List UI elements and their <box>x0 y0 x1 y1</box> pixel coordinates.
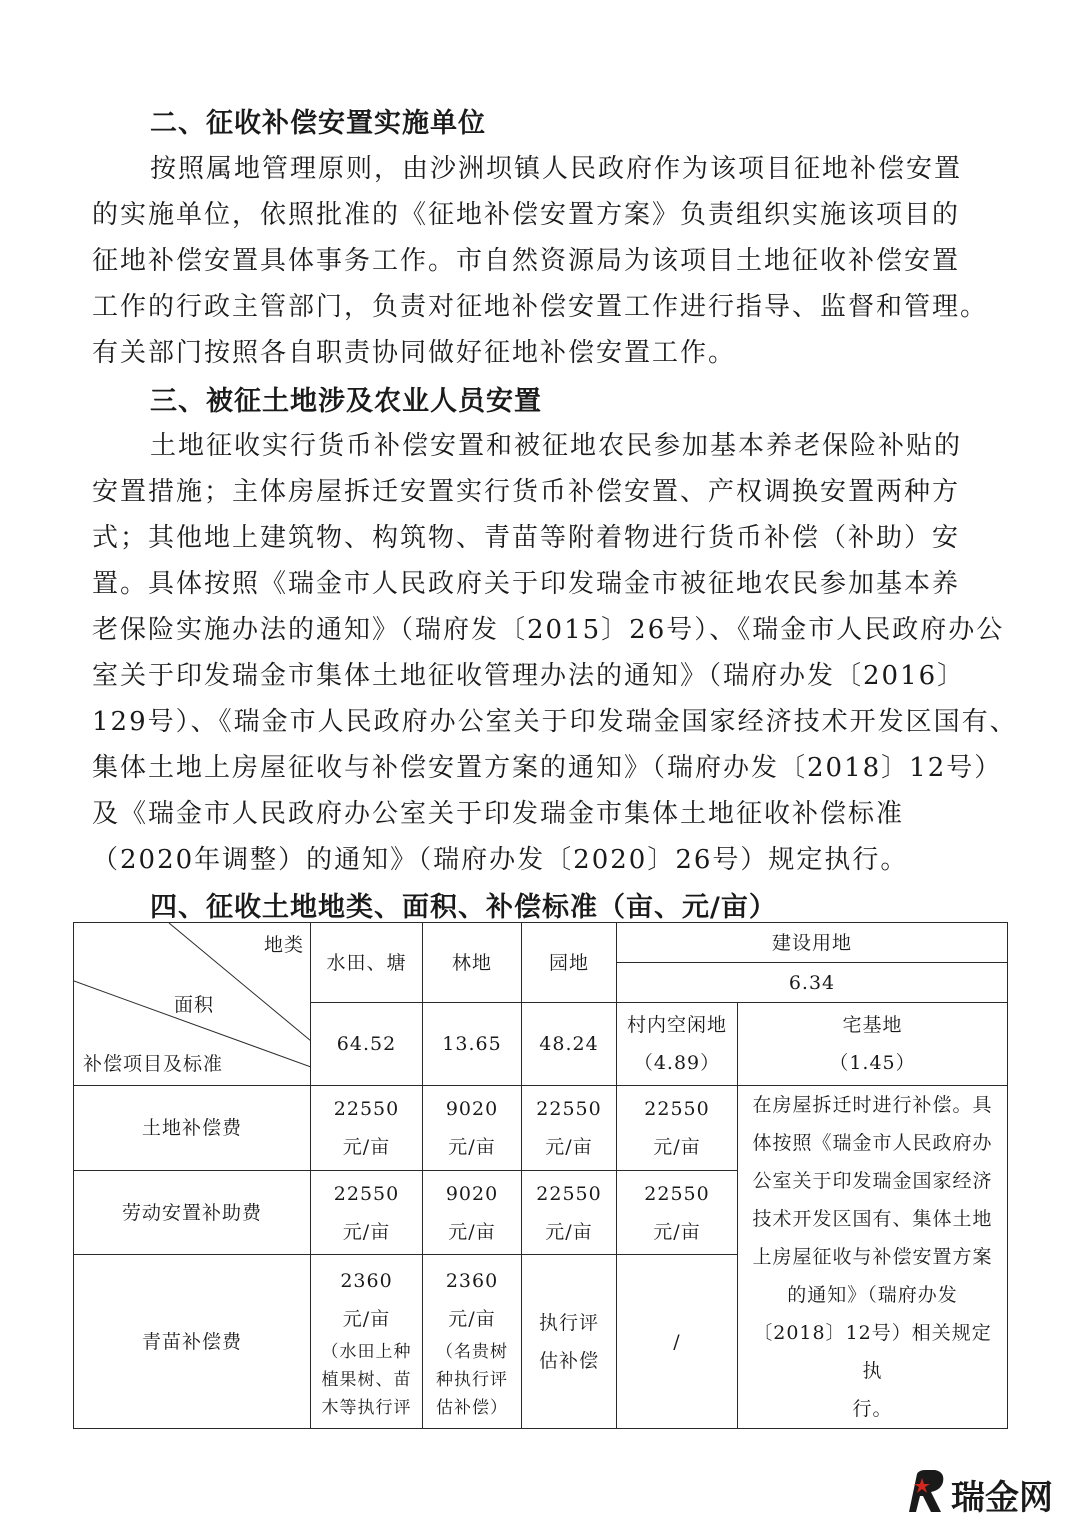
unit: 元/亩 <box>545 1220 593 1243</box>
value: 22550 <box>644 1097 710 1120</box>
homestead-area: （1.45） <box>829 1052 916 1075</box>
logo-text: 瑞金网 <box>951 1478 1053 1518</box>
diagonal-header-cell <box>74 923 311 1086</box>
diag-label-items: 补偿项目及标准 <box>83 1053 224 1075</box>
area-garden: 48.24 <box>522 1003 617 1086</box>
row-label: 青苗补偿费 <box>74 1255 311 1429</box>
col-header-forest: 林地 <box>423 923 522 1003</box>
note-line: 上房屋征收与补偿安置方案 <box>752 1246 993 1268</box>
cell-garden <box>522 1086 617 1171</box>
ruijin-logo[interactable] <box>903 1468 1063 1516</box>
area-forest: 13.65 <box>423 1003 522 1086</box>
idle-area: （4.89） <box>633 1052 721 1075</box>
row-label: 土地补偿费 <box>74 1086 311 1171</box>
paragraph-line: 集体土地上房屋征收与补偿安置方案的通知》（瑞府办发〔2018〕12号） <box>92 753 1003 783</box>
homestead-note-cell <box>738 1086 1008 1429</box>
section-heading-3: 三、被征土地涉及农业人员安置 <box>150 386 542 417</box>
unit: 元/亩 <box>545 1135 593 1158</box>
note-line: 技术开发区国有、集体土地 <box>752 1208 993 1230</box>
cell-paddy <box>311 1170 423 1255</box>
paragraph-line: 室关于印发瑞金市集体土地征收管理办法的通知》（瑞府办发〔2016〕 <box>92 661 966 691</box>
value: 2360 <box>340 1269 393 1292</box>
unit: 元/亩 <box>448 1135 496 1158</box>
value: 2360 <box>445 1269 499 1292</box>
cell-forest <box>423 1255 522 1429</box>
cell-garden <box>522 1170 617 1255</box>
ruijin-logo-icon <box>903 1468 947 1516</box>
note: 种执行评 <box>436 1369 508 1390</box>
note-line: 体按照《瑞金市人民政府办 <box>752 1132 993 1154</box>
cell-garden <box>522 1255 617 1429</box>
area-paddy: 64.52 <box>311 1003 423 1086</box>
cell-idle <box>617 1086 738 1171</box>
paragraph-line: 土地征收实行货币补偿安置和被征地农民参加基本养老保险补贴的 <box>150 431 963 461</box>
cell-idle <box>617 1170 738 1255</box>
note: 估补偿） <box>436 1397 508 1418</box>
note: 估补偿 <box>538 1349 599 1372</box>
col-header-paddy: 水田、塘 <box>311 923 423 1003</box>
paragraph-line: 及《瑞金市人民政府办公室关于印发瑞金市集体土地征收补偿标准 <box>92 799 905 829</box>
value: 22550 <box>536 1097 602 1120</box>
cell-forest <box>423 1086 522 1171</box>
paragraph-line: 的实施单位，依照批准的《征地补偿安置方案》负责组织实施该项目的 <box>92 200 961 230</box>
paragraph-line: 有关部门按照各自职责协同做好征地补偿安置工作。 <box>92 338 737 368</box>
note: （名贵树 <box>436 1341 508 1362</box>
paragraph-line: 式；其他地上建筑物、构筑物、青苗等附着物进行货币补偿（补助）安 <box>92 523 961 553</box>
note-line: 在房屋拆迁时进行补偿。具 <box>752 1094 993 1116</box>
paragraph-line: 按照属地管理原则，由沙洲坝镇人民政府作为该项目征地补偿安置 <box>150 154 963 184</box>
note: 植果树、苗 <box>321 1369 412 1390</box>
diag-label-area: 面积 <box>174 994 215 1016</box>
value: 22550 <box>536 1182 602 1205</box>
note: 执行评 <box>538 1311 599 1334</box>
cell-forest <box>423 1170 522 1255</box>
cell-idle: / <box>617 1255 738 1429</box>
paragraph-line: 安置措施；主体房屋拆迁安置实行货币补偿安置、产权调换安置两种方 <box>92 477 961 507</box>
note-line: 的通知》（瑞府办发 <box>787 1284 958 1306</box>
paragraph-line: 征地补偿安置具体事务工作。市自然资源局为该项目土地征收补偿安置 <box>92 246 961 276</box>
col-header-garden: 园地 <box>522 923 617 1003</box>
unit: 元/亩 <box>653 1220 701 1243</box>
note: 木等执行评 <box>321 1397 412 1418</box>
value: 22550 <box>333 1097 400 1120</box>
col-header-idle: 村内空闲地 <box>626 1014 727 1037</box>
cell-paddy <box>311 1255 423 1429</box>
diag-label-land-type: 地类 <box>263 934 304 956</box>
paragraph-line: 老保险实施办法的通知》（瑞府发〔2015〕26号）、《瑞金市人民政府办公 <box>92 615 1005 645</box>
value: 9020 <box>445 1182 499 1205</box>
table-row <box>74 1086 1008 1171</box>
note-line: 行。 <box>852 1398 893 1420</box>
note-line: 公室关于印发瑞金国家经济 <box>752 1170 993 1192</box>
paragraph-line: （2020年调整）的通知》（瑞府办发〔2020〕26号）规定执行。 <box>92 845 909 875</box>
row-label: 劳动安置补助费 <box>74 1170 311 1255</box>
section-heading-2: 二、征收补偿安置实施单位 <box>150 108 486 139</box>
unit: 元/亩 <box>342 1220 391 1243</box>
unit: 元/亩 <box>342 1135 391 1158</box>
value: 22550 <box>644 1182 710 1205</box>
compensation-table <box>73 922 1008 1429</box>
unit: 元/亩 <box>448 1220 496 1243</box>
section-heading-4: 四、征收土地地类、面积、补偿标准（亩、元/亩） <box>150 892 777 923</box>
paragraph-line: 工作的行政主管部门，负责对征地补偿安置工作进行指导、监督和管理。 <box>92 292 989 322</box>
unit: 元/亩 <box>448 1307 496 1330</box>
note: （水田上种 <box>321 1341 412 1362</box>
idle-land-cell <box>617 1003 738 1086</box>
construction-area: 6.34 <box>617 963 1008 1003</box>
value: 22550 <box>333 1182 400 1205</box>
unit: 元/亩 <box>653 1135 701 1158</box>
value: 9020 <box>445 1097 499 1120</box>
unit: 元/亩 <box>342 1307 391 1330</box>
col-header-homestead: 宅基地 <box>842 1014 903 1037</box>
note-line: 〔2018〕12号）相关规定执 <box>753 1322 992 1382</box>
homestead-cell <box>738 1003 1008 1086</box>
paragraph-line: 置。具体按照《瑞金市人民政府关于印发瑞金市被征地农民参加基本养 <box>92 569 961 599</box>
paragraph-line: 129号）、《瑞金市人民政府办公室关于印发瑞金国家经济技术开发区国有、 <box>92 707 1018 737</box>
cell-paddy <box>311 1086 423 1171</box>
col-header-construction: 建设用地 <box>617 923 1008 963</box>
